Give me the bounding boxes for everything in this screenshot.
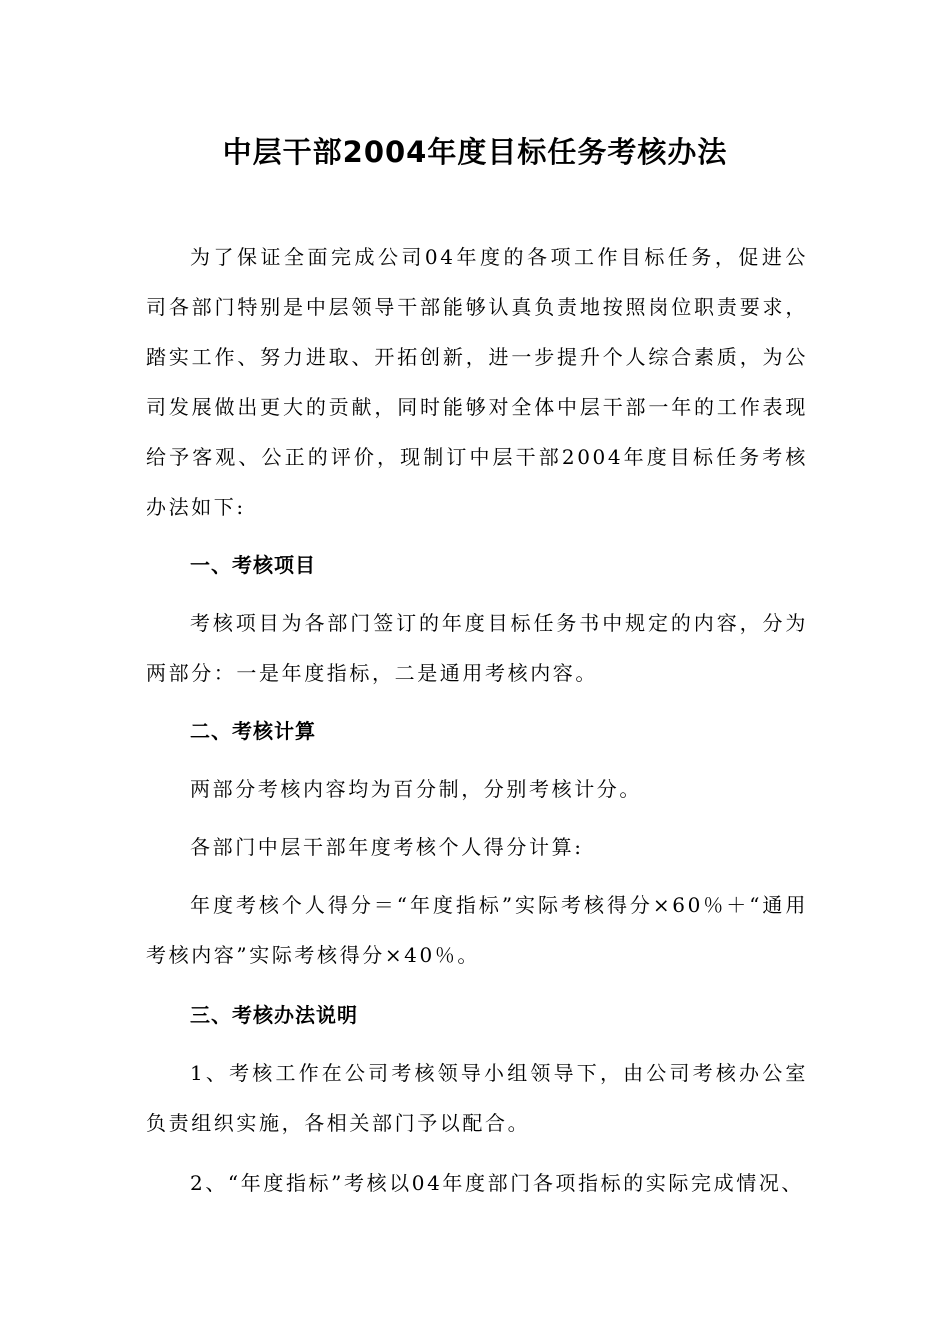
paragraph-scoring-system: 两部分考核内容均为百分制，分别考核计分。: [190, 777, 642, 801]
paragraph-score-calculation-intro: 各部门中层干部年度考核个人得分计算:: [190, 835, 584, 859]
section-heading-assessment-items: 一、考核项目: [190, 553, 316, 577]
section-heading-assessment-calculation: 二、考核计算: [190, 719, 316, 743]
paragraph-note-2: 2、“年度指标”考核以04年度部门各项指标的实际完成情况、: [190, 1171, 805, 1195]
intro-paragraph: 为了保证全面完成公司04年度的各项工作目标任务，促进公司各部门特别是中层领导干部能够认真负责地按照岗位职责要求，踏实工作、努力进取、开拓创新，进一步提升个人综合素质，为公司发展做出更大的贡献，同时能够对全体中层干部一年的工作表现给予客观、公正的评价，现制订中层干部2004年度目标任务考核办法如下:: [146, 245, 808, 519]
paragraph-assessment-items: 考核项目为各部门签订的年度目标任务书中规定的内容，分为两部分：一是年度指标，二是通用考核内容。: [146, 611, 808, 685]
document-title: 中层干部2004年度目标任务考核办法: [222, 135, 728, 169]
paragraph-score-formula: 年度考核个人得分＝“年度指标”实际考核得分×60％＋“通用考核内容”实际考核得分×40％。: [146, 893, 808, 967]
section-heading-method-notes: 三、考核办法说明: [190, 1003, 358, 1027]
document-body: [146, 232, 808, 1208]
paragraph-note-1: 1、考核工作在公司考核领导小组领导下，由公司考核办公室负责组织实施，各相关部门予以配合。: [146, 1061, 808, 1135]
